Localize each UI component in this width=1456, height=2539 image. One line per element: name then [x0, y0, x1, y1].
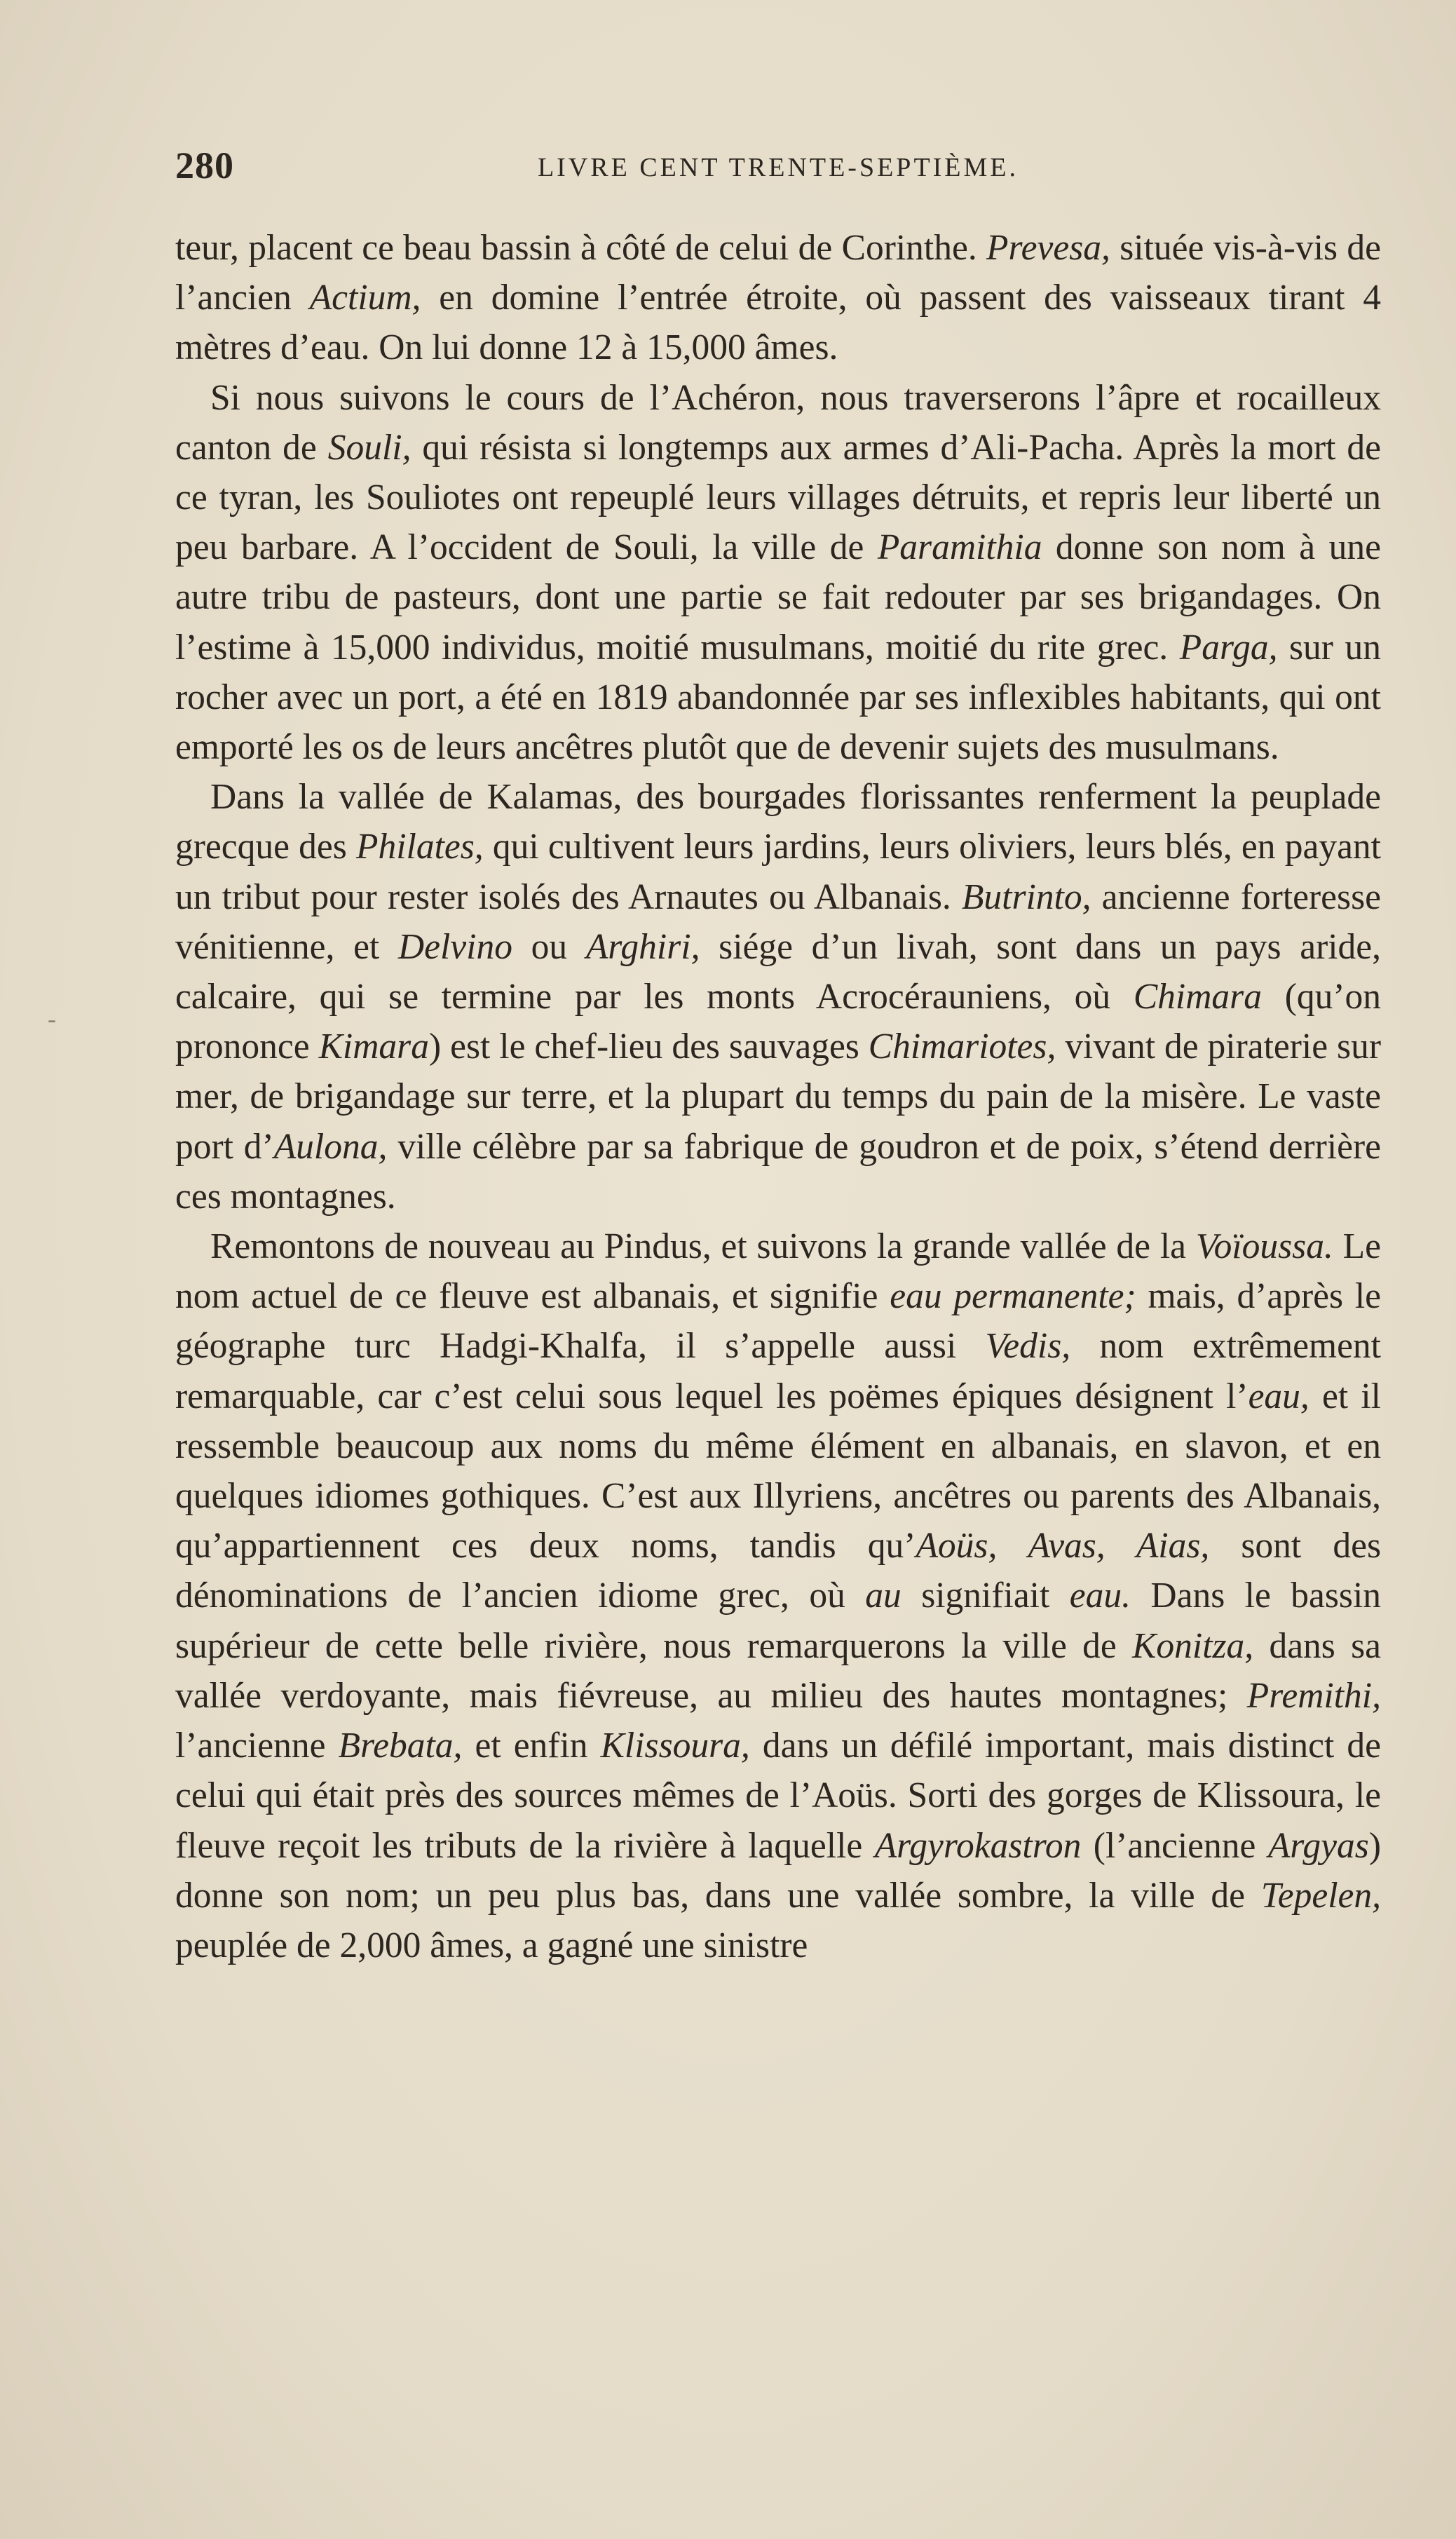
text-run: ) est le chef-lieu des sauvages	[428, 1027, 869, 1067]
text-run: située vis-à-vis de l’ancien	[175, 228, 1381, 318]
italic-term: Argyas	[1267, 1825, 1369, 1866]
italic-term: Konitza,	[1132, 1625, 1254, 1666]
italic-term: Chimariotes,	[868, 1027, 1056, 1067]
italic-term: Vedis,	[985, 1326, 1071, 1367]
text-run: donne son nom à une autre tribu de pasteurs, dont une partie se fait redouter par ses brigandages. On l’estime à 15,000 individus, moitié musulmans, moitié du rite grec.	[175, 527, 1381, 668]
italic-term: Souli,	[327, 427, 411, 468]
italic-term: Premithi,	[1246, 1675, 1381, 1716]
margin-mark: -	[48, 1005, 56, 1033]
italic-term: Prevesa,	[986, 228, 1110, 268]
italic-term: au	[865, 1576, 902, 1616]
italic-term: Brebata,	[338, 1726, 463, 1766]
text-run: et enfin	[462, 1726, 601, 1766]
text-run: ) donne son nom; un peu plus bas, dans une vallée sombre, la ville de	[175, 1825, 1381, 1916]
text-run: nom extrêmement remarquable, car c’est celui sous lequel les poëmes épiques désignent l’	[175, 1326, 1381, 1416]
text-run: (l’ancienne	[1081, 1825, 1268, 1866]
text-run: mais, d’après le géographe turc Hadgi-Khalfa, il s’appelle aussi	[175, 1276, 1381, 1367]
italic-term: Paramithia	[877, 527, 1042, 568]
text-run: Si nous suivons le cours de l’Achéron, nous traverserons l’âpre et rocailleux canton de	[175, 377, 1381, 468]
text-run: ancienne forteresse vénitienne, et	[175, 876, 1381, 967]
text-run: sur un rocher avec un port, a été en 1819 abandonnée par ses inflexibles habitants, qui ont emporté les os de leurs ancêtres plutôt que de devenir sujets des musulmans.	[175, 627, 1381, 768]
italic-term: Butrinto,	[961, 876, 1091, 917]
text-run: signifiait	[901, 1576, 1070, 1616]
italic-term: Philates,	[356, 827, 484, 867]
italic-term: Kimara	[318, 1027, 429, 1067]
text-run: siége d’un livah, sont dans un pays aride, calcaire, qui se termine par les monts Acrocérauniens, où	[175, 926, 1382, 1017]
italic-term: Delvino	[397, 926, 512, 967]
italic-term: Klissoura,	[600, 1726, 750, 1766]
text-run: et il ressemble beaucoup aux noms du même élément en albanais, en slavon, et en quelques idiomes gothiques. C’est aux Illyriens, ancêtres ou parents des Albanais, qu’appartiennent ces deux noms, tandis qu’	[175, 1376, 1381, 1566]
italic-term: Aoüs, Avas, Aias,	[916, 1526, 1210, 1566]
paragraph	[175, 373, 1381, 773]
text-run: Dans la vallée de Kalamas, des bourgades florissantes renferment la peuplade grecque des	[175, 777, 1381, 867]
text-run: ville célèbre par sa fabrique de goudron et de poix, s’étend derrière ces montagnes.	[175, 1126, 1382, 1217]
text-run: l’ancienne	[175, 1726, 339, 1766]
italic-term: Arghiri,	[585, 926, 700, 967]
italic-term: Aulona,	[273, 1126, 388, 1167]
italic-term: eau.	[1069, 1576, 1131, 1616]
text-run: peuplée de 2,000 âmes, a gagné une sinistre	[175, 1925, 808, 1965]
italic-term: Chimara	[1133, 977, 1262, 1017]
text-run: teur, placent ce beau bassin à côté de celui de Corinthe.	[175, 228, 987, 268]
paragraph	[175, 772, 1381, 1221]
text-run: (qu’on prononce	[175, 977, 1381, 1067]
italic-term: eau permanente;	[890, 1276, 1136, 1317]
italic-term: eau,	[1248, 1376, 1309, 1416]
text-run: en domine l’entrée étroite, où passent des vaisseaux tirant 4 mètres d’eau. On lui donne 12 à 15,000 âmes.	[175, 278, 1381, 368]
italic-term: Tepelen,	[1260, 1875, 1381, 1916]
text-run: Remontons de nouveau au Pindus, et suivons la grande vallée de la	[210, 1226, 1196, 1267]
paragraph	[175, 1221, 1381, 1970]
italic-term: Argyrokastron	[874, 1825, 1082, 1866]
text-run: ou	[512, 926, 586, 967]
text-run: sont des dénominations de l’ancien idiome grec, où	[175, 1526, 1381, 1616]
running-head: LIVRE CENT TRENTE-SEPTIÈME.	[537, 153, 1019, 182]
text-run: dans sa vallée verdoyante, mais fiévreuse, au milieu des hautes montagnes;	[175, 1625, 1381, 1716]
page-header	[175, 144, 1381, 193]
text-run: vivant de piraterie sur mer, de brigandage sur terre, et la plupart du temps du pain de la misère. Le vaste port d’	[175, 1027, 1381, 1167]
paragraph	[175, 223, 1381, 373]
italic-term: Parga,	[1179, 627, 1278, 668]
body-text	[175, 223, 1381, 1970]
text-run: dans un défilé important, mais distinct de celui qui était près des sources mêmes de l’Aoüs. Sorti des gorges de Klissoura, le fleuve reçoit les tributs de la rivière à laquelle	[175, 1726, 1381, 1866]
text-run: qui cultivent leurs jardins, leurs oliviers, leurs blés, en payant un tribut pour rester isolés des Arnautes ou Albanais.	[175, 827, 1381, 917]
italic-term: Voïoussa.	[1195, 1226, 1333, 1267]
text-run: qui résista si longtemps aux armes d’Ali-Pacha. Après la mort de ce tyran, les Souliotes ont repeuplé leurs villages détruits, et repris leur liberté un peu barbare. A l’occident de Souli, la ville de	[175, 427, 1382, 568]
text-run: Dans le bassin supérieur de cette belle rivière, nous remarquerons la ville de	[175, 1576, 1382, 1666]
italic-term: Actium,	[309, 278, 421, 318]
text-run: Le nom actuel de ce fleuve est albanais, et signifie	[175, 1226, 1381, 1317]
page-number: 280	[175, 144, 234, 187]
